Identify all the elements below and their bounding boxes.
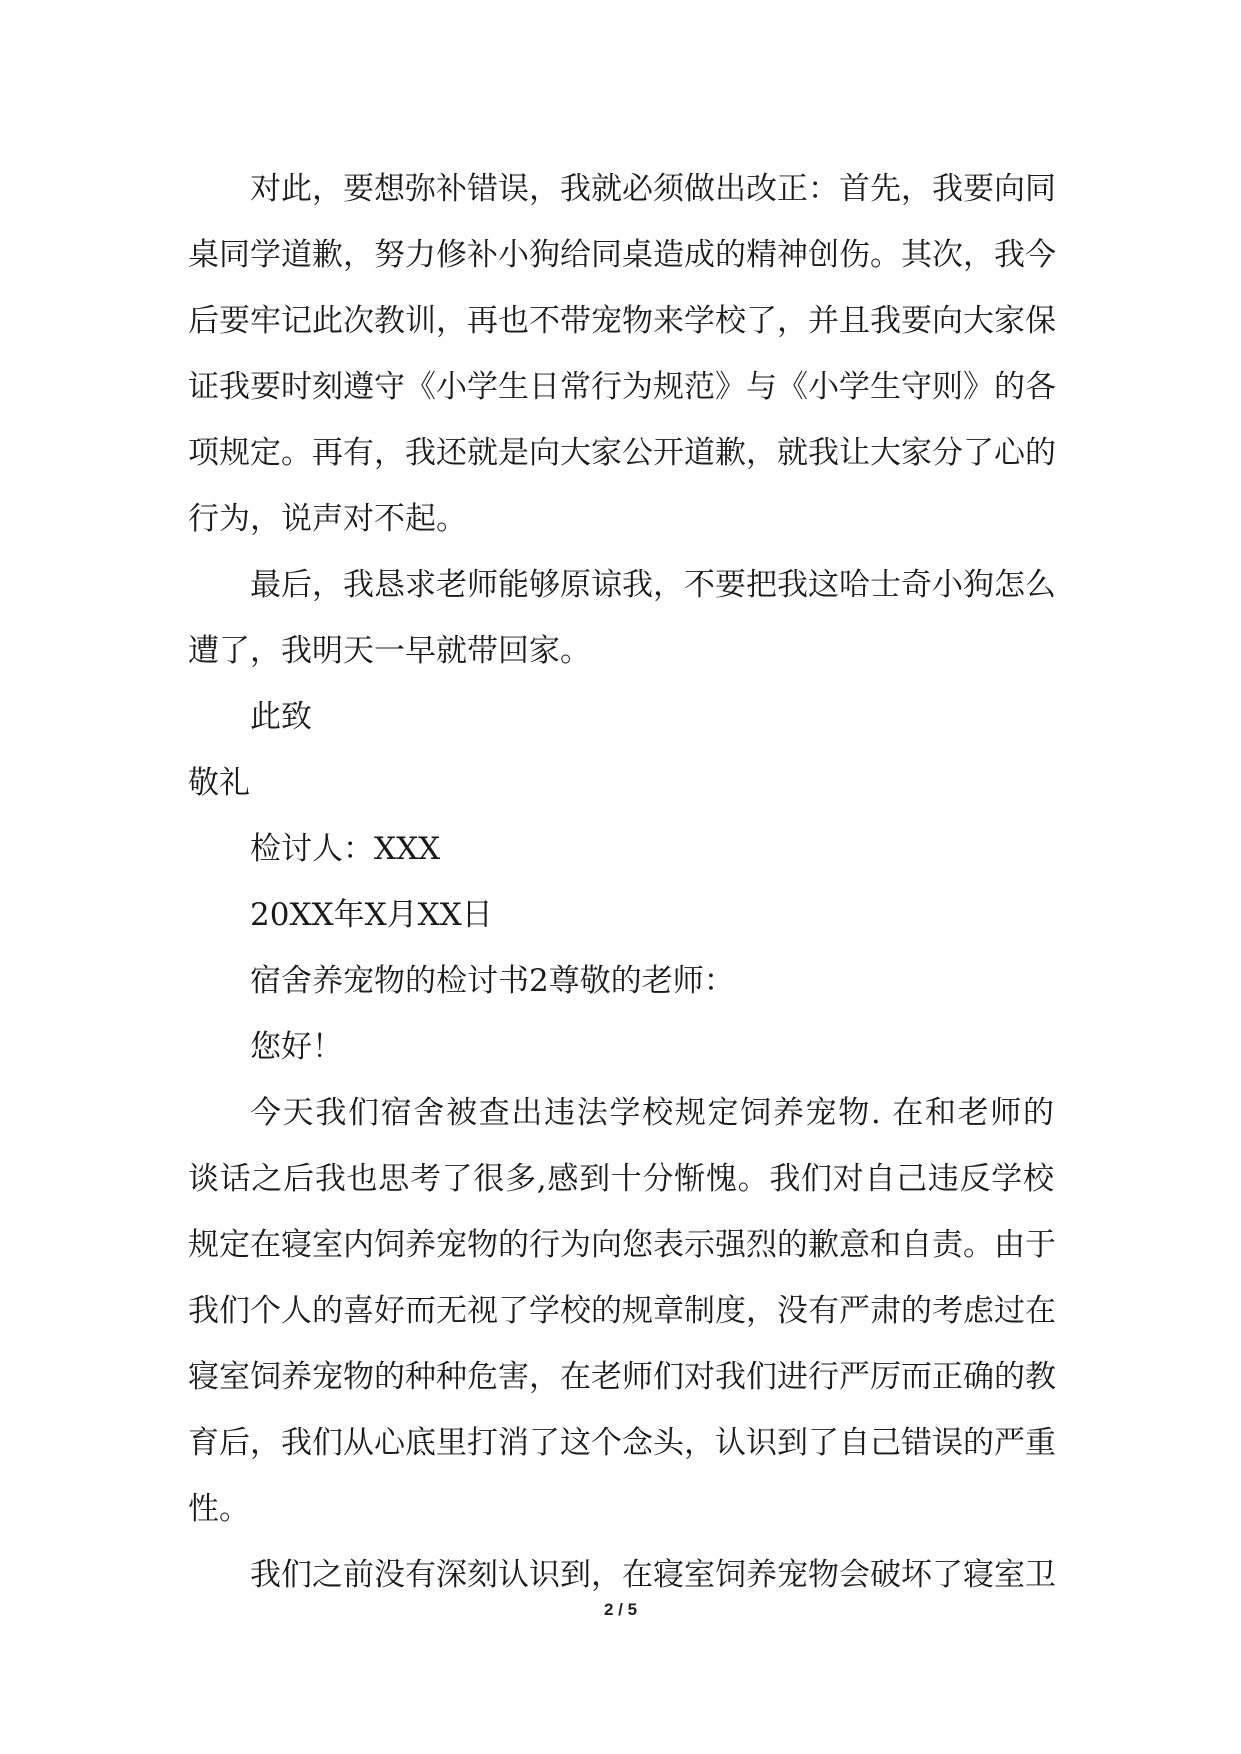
- text-line: 桌同学道歉，努力修补小狗给同桌造成的精神创伤。其次，我今: [188, 237, 1056, 273]
- text-line: 我们个人的喜好而无视了学校的规章制度，没有严肃的考虑过在: [188, 1293, 1056, 1329]
- text-line: 规定在寝室内饲养宠物的行为向您表示强烈的歉意和自责。由于: [188, 1227, 1056, 1263]
- text-line: 证我要时刻遵守《小学生日常行为规范》与《小学生守则》的各: [188, 369, 1056, 405]
- text-line: 此致: [250, 699, 312, 735]
- page-number: 2 / 5: [603, 1600, 638, 1619]
- text-line: 今天我们宿舍被查出违法学校规定饲养宠物. 在和老师的: [250, 1095, 1054, 1131]
- text-line: 遭了，我明天一早就带回家。: [188, 633, 591, 669]
- text-line: 20XX年X月XX日: [250, 897, 493, 933]
- text-line: 行为，说声对不起。: [188, 501, 467, 537]
- text-line: 后要牢记此次教训，再也不带宠物来学校了，并且我要向大家保: [188, 303, 1056, 339]
- text-line: 项规定。再有，我还就是向大家公开道歉，就我让大家分了心的: [188, 435, 1056, 471]
- text-line: 谈话之后我也思考了很多,感到十分惭愧。我们对自己违反学校: [188, 1161, 1054, 1197]
- text-line: 育后，我们从心底里打消了这个念头，认识到了自己错误的严重: [188, 1425, 1056, 1461]
- text-line: 对此，要想弥补错误，我就必须做出改正：首先，我要向同: [250, 171, 1056, 207]
- text-line: 我们之前没有深刻认识到，在寝室饲养宠物会破坏了寝室卫: [250, 1557, 1056, 1593]
- text-line: 敬礼: [188, 765, 250, 801]
- text-line: 性。: [188, 1491, 250, 1527]
- text-line: 检讨人：XXX: [250, 831, 441, 867]
- text-line: 宿舍养宠物的检讨书2尊敬的老师：: [250, 963, 735, 999]
- text-line: 最后，我恳求老师能够原谅我，不要把我这哈士奇小狗怎么: [250, 567, 1056, 603]
- text-line: 寝室饲养宠物的种种危害，在老师们对我们进行严厉而正确的教: [188, 1359, 1056, 1395]
- text-line: 您好！: [250, 1029, 343, 1065]
- document-body: [188, 156, 1054, 1608]
